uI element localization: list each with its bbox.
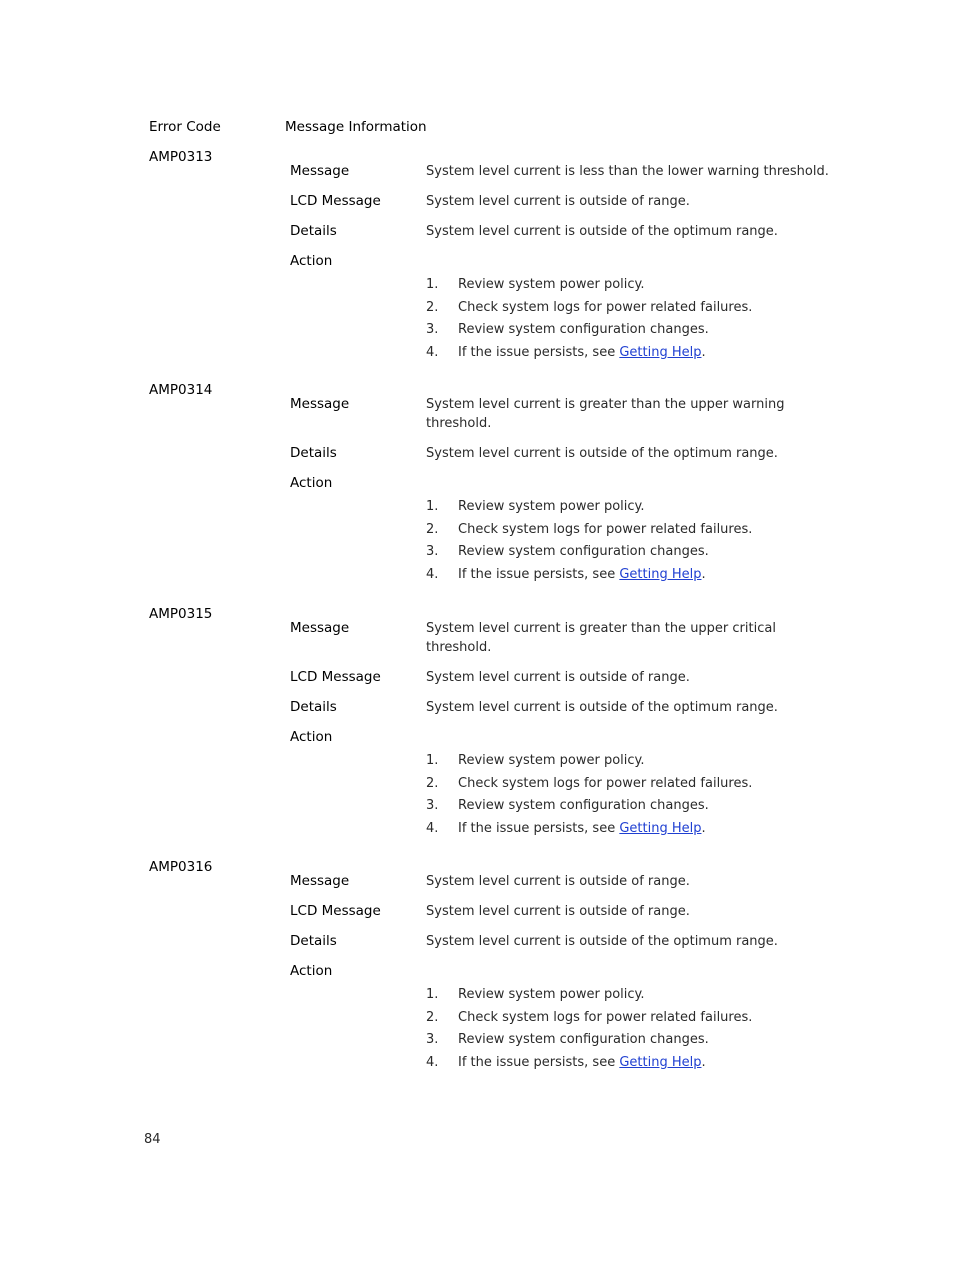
action-label: Action xyxy=(290,253,333,269)
error-code: AMP0316 xyxy=(149,859,213,875)
table-header xyxy=(149,119,849,139)
message-label: Message xyxy=(290,620,350,636)
lcd-message-row xyxy=(290,192,850,211)
lcd-message-row xyxy=(290,902,850,921)
action-steps xyxy=(426,497,836,584)
action-step: 2. Check system logs for power related failures. xyxy=(426,1009,753,1025)
getting-help-link[interactable]: Getting Help xyxy=(619,566,702,582)
action-step: 4. If the issue persists, see Getting Help. xyxy=(426,566,706,582)
action-step: 4. If the issue persists, see Getting Help. xyxy=(426,1054,706,1070)
lcd-message-row xyxy=(290,668,850,687)
message-label: Message xyxy=(290,396,350,412)
page-number: 84 xyxy=(144,1132,161,1147)
message-row xyxy=(290,395,850,433)
details-value: System level current is outside of the optimum range. xyxy=(426,700,778,715)
details-value: System level current is outside of the optimum range. xyxy=(426,934,778,949)
action-label: Action xyxy=(290,729,333,745)
details-value: System level current is outside of the optimum range. xyxy=(426,224,778,239)
message-information-header: Message Information xyxy=(285,119,427,135)
details-row xyxy=(290,932,850,951)
error-code: AMP0314 xyxy=(149,382,213,398)
action-value xyxy=(426,962,836,1075)
error-code: AMP0313 xyxy=(149,149,213,165)
action-step: 4. If the issue persists, see Getting Help. xyxy=(426,820,706,836)
message-value: System level current is outside of range. xyxy=(426,874,690,889)
message-details xyxy=(290,395,850,598)
action-row xyxy=(290,474,850,587)
action-label: Action xyxy=(290,475,333,491)
message-value: System level current is greater than the upper critical threshold. xyxy=(426,621,776,655)
action-value xyxy=(426,474,836,587)
lcd-message-value: System level current is outside of range. xyxy=(426,904,690,919)
details-row xyxy=(290,698,850,717)
message-label: Message xyxy=(290,873,350,889)
message-row xyxy=(290,162,850,181)
getting-help-link[interactable]: Getting Help xyxy=(619,344,702,360)
details-label: Details xyxy=(290,699,337,715)
details-row xyxy=(290,444,850,463)
action-value xyxy=(426,728,836,841)
action-step: 3. Review system configuration changes. xyxy=(426,322,709,337)
action-step: 1. Review system power policy. xyxy=(426,499,645,514)
message-details xyxy=(290,619,850,852)
action-steps xyxy=(426,985,836,1072)
action-row xyxy=(290,252,850,365)
action-row xyxy=(290,728,850,841)
error-code: AMP0315 xyxy=(149,606,213,622)
action-steps xyxy=(426,275,836,362)
lcd-message-label: LCD Message xyxy=(290,193,381,209)
action-step: 3. Review system configuration changes. xyxy=(426,798,709,813)
action-step: 1. Review system power policy. xyxy=(426,753,645,768)
lcd-message-label: LCD Message xyxy=(290,903,381,919)
action-step: 2. Check system logs for power related failures. xyxy=(426,299,753,315)
details-label: Details xyxy=(290,223,337,239)
message-value: System level current is greater than the upper warning threshold. xyxy=(426,397,785,431)
details-label: Details xyxy=(290,445,337,461)
action-row xyxy=(290,962,850,1075)
message-value: System level current is less than the lower warning threshold. xyxy=(426,164,829,179)
message-details xyxy=(290,162,850,376)
details-row xyxy=(290,222,850,241)
action-step: 3. Review system configuration changes. xyxy=(426,544,709,559)
action-label: Action xyxy=(290,963,333,979)
message-row xyxy=(290,619,850,657)
action-step: 3. Review system configuration changes. xyxy=(426,1032,709,1047)
action-step: 1. Review system power policy. xyxy=(426,277,645,292)
getting-help-link[interactable]: Getting Help xyxy=(619,820,702,836)
message-details xyxy=(290,872,850,1086)
error-code-header: Error Code xyxy=(149,119,221,135)
message-label: Message xyxy=(290,163,350,179)
action-step: 2. Check system logs for power related failures. xyxy=(426,521,753,537)
action-step: 2. Check system logs for power related failures. xyxy=(426,775,753,791)
details-value: System level current is outside of the optimum range. xyxy=(426,446,778,461)
lcd-message-value: System level current is outside of range. xyxy=(426,194,690,209)
action-step: 4. If the issue persists, see Getting Help. xyxy=(426,344,706,360)
message-row xyxy=(290,872,850,891)
lcd-message-label: LCD Message xyxy=(290,669,381,685)
action-value xyxy=(426,252,836,365)
action-step: 1. Review system power policy. xyxy=(426,987,645,1002)
lcd-message-value: System level current is outside of range. xyxy=(426,670,690,685)
action-steps xyxy=(426,751,836,838)
details-label: Details xyxy=(290,933,337,949)
getting-help-link[interactable]: Getting Help xyxy=(619,1054,702,1070)
